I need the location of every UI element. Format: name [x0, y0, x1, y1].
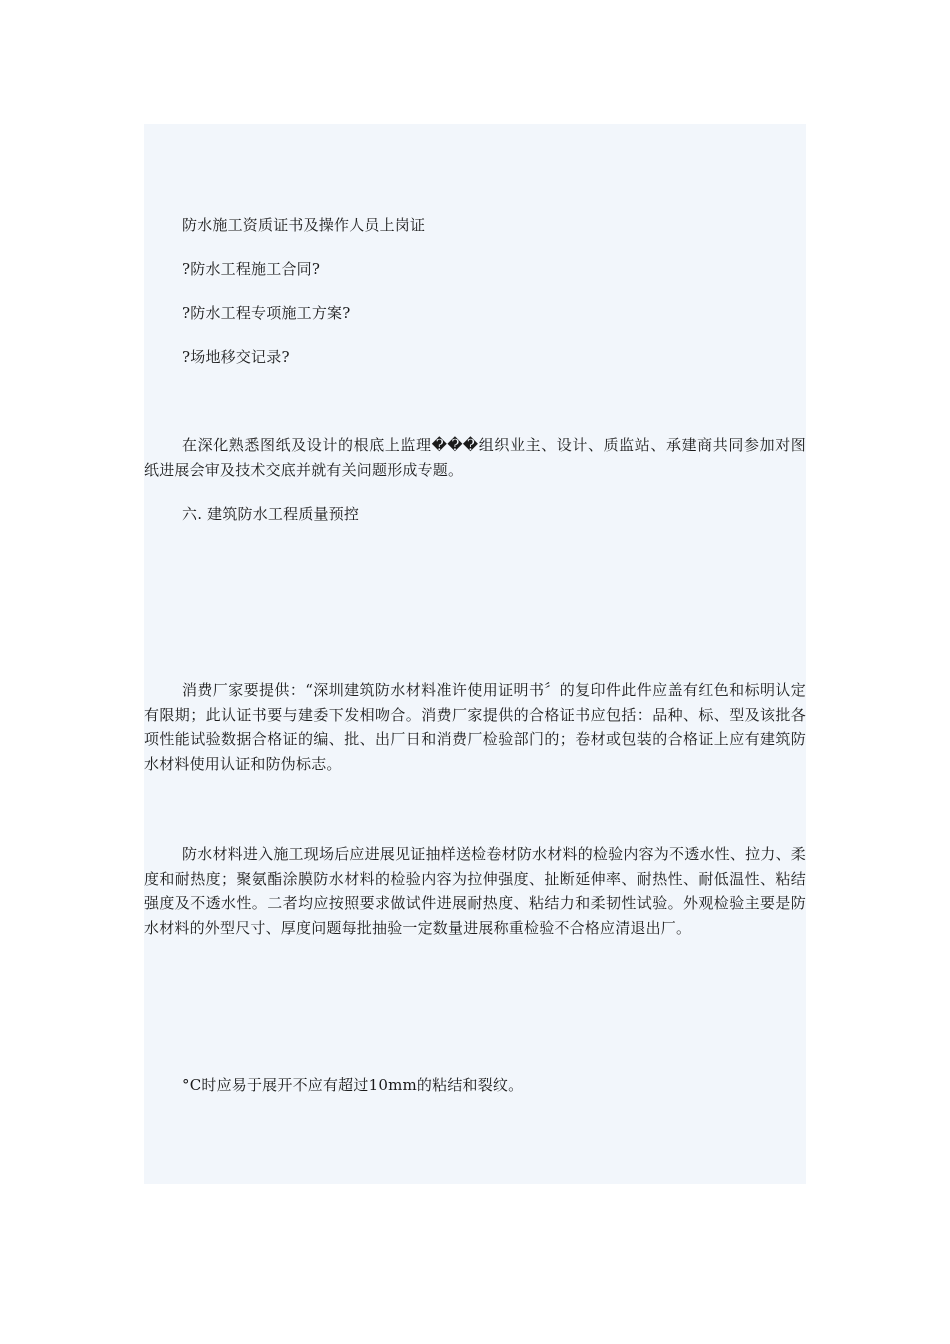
- section-heading: 六. 建筑防水工程质量预控: [182, 505, 360, 523]
- paragraph-manufacturer-certificates: 消费厂家要提供：“深圳建筑防水材料准许使用证明书〞的复印件此件应盖有红色和标明认定有限期；此认证书要与建委下发相吻合。消费厂家提供的合格证书应包括：品种、标、型及该批各项性能试验数据合格证的编、批、出厂日和消费厂检验部门的；卷材或包装的合格证上应有建筑防水材料使用认证和防伪标志。: [144, 681, 806, 773]
- line-site-handover-record: ?场地移交记录?: [182, 348, 290, 366]
- line-construction-contract: ?防水工程施工合同?: [182, 260, 321, 278]
- paragraph-drawing-review: 在深化熟悉图纸及设计的根底上监理���组织业主、设计、质监站、承建商共同参加对图纸进展会审及技术交底并就有关问题形成专题。: [144, 436, 806, 479]
- paragraph-material-inspection: 防水材料进入施工现场后应进展见证抽样送检卷材防水材料的检验内容为不透水性、拉力、柔度和耐热度；聚氨酯涂膜防水材料的检验内容为拉伸强度、扯断延伸率、耐热性、耐低温性、粘结强度及不透水性。二者均应按照要求做试件进展耐热度、粘结力和柔韧性试验。外观检验主要是防水材料的外型尺寸、厚度问题每批抽验一定数量进展称重检验不合格应清退出厂。: [144, 845, 806, 937]
- line-qualification-certificate: 防水施工资质证书及操作人员上岗证: [182, 216, 426, 234]
- paragraph-temperature-note: °C时应易于展开不应有超过10mm的粘结和裂纹。: [182, 1076, 524, 1094]
- content-panel: [144, 124, 806, 1184]
- line-construction-plan: ?防水工程专项施工方案?: [182, 304, 351, 322]
